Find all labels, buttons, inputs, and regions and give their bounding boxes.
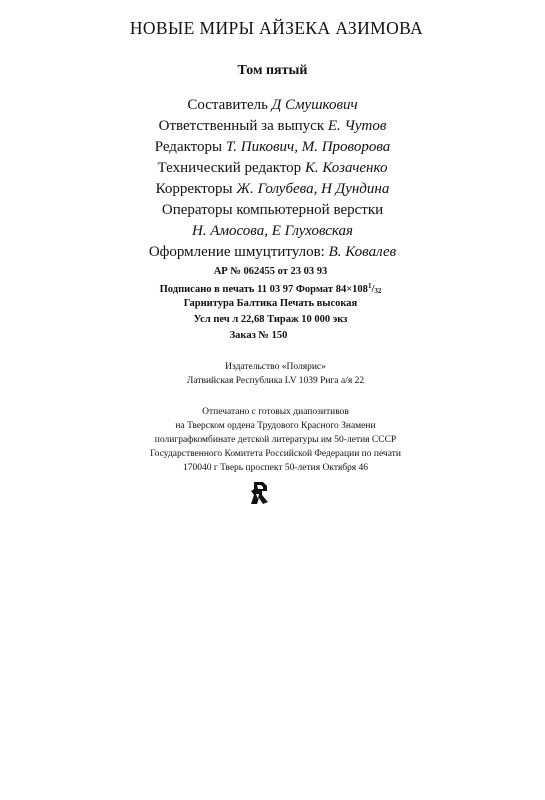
printer-line: полиграфкомбинате детской литературы им 50-летия СССР: [154, 435, 397, 445]
credit-editors: [0, 139, 545, 156]
credit-role: Корректоры: [155, 181, 233, 197]
signed-to-print-text: Подписано в печать 11 03 97 Формат 84×108: [159, 284, 368, 295]
credit-correctors: [0, 181, 545, 198]
credit-role: Составитель: [187, 97, 268, 113]
credit-role: Редакторы: [154, 139, 223, 155]
credit-design: [0, 244, 545, 261]
format-fraction-numerator: 1: [367, 282, 372, 290]
credit-name: Ж. Голубева, Н Дундина: [236, 181, 390, 197]
printer-logo-icon: [248, 480, 270, 506]
credit-role: Технический редактор: [157, 160, 302, 176]
printer-line: 170040 г Тверь проспект 50-летия Октября 46: [182, 463, 369, 473]
credit-role: Ответственный за выпуск: [158, 118, 325, 134]
credit-layout-operators-names: [0, 223, 545, 240]
signed-to-print: Подписано в печать 11 03 97 Формат $84\times 108^1/32$: [159, 282, 382, 295]
format-fraction-denominator: 32: [374, 287, 382, 295]
printer-line: на Тверском ордена Трудового Красного Знамени: [175, 421, 376, 431]
sheets-circulation: Усл печ л 22,68 Тираж 10 000 экз: [193, 314, 348, 325]
printer-line: Отпечатано с готовых диапозитивов: [202, 407, 349, 417]
credit-role: Оформление шмуцтитулов:: [148, 244, 325, 260]
typeface-line: Гарнитура Балтика Печать высокая: [183, 298, 358, 309]
credit-name: Е. Чутов: [327, 118, 387, 134]
license-number: АР № 062455 от 23 03 93: [213, 266, 328, 277]
book-series-title: НОВЫЕ МИРЫ АЙЗЕКА АЗИМОВА: [129, 18, 424, 38]
credit-name: В. Ковалев: [328, 244, 397, 260]
credit-compiler: [0, 97, 545, 114]
credit-name: Н. Амосова, Е Глуховская: [191, 223, 354, 239]
publisher-name: Издательство «Полярис»: [225, 362, 326, 372]
publisher-address: Латвийская Республика LV 1039 Рига а/я 22: [186, 376, 365, 386]
credit-responsible: [0, 118, 545, 135]
credit-layout-operators: [0, 202, 545, 219]
credit-tech-editor: [0, 160, 545, 177]
order-number: Заказ № 150: [229, 330, 288, 341]
credit-name: Т. Пикович, М. Проворова: [225, 139, 391, 155]
credit-name: К. Козаченко: [304, 160, 388, 176]
printer-line: Государственного Комитета Российской Федерации по печати: [150, 449, 401, 459]
credit-role: Операторы компьютерной верстки: [161, 202, 384, 218]
credit-name: Д Смушкович: [271, 97, 358, 113]
volume-label: Том пятый: [237, 63, 308, 78]
